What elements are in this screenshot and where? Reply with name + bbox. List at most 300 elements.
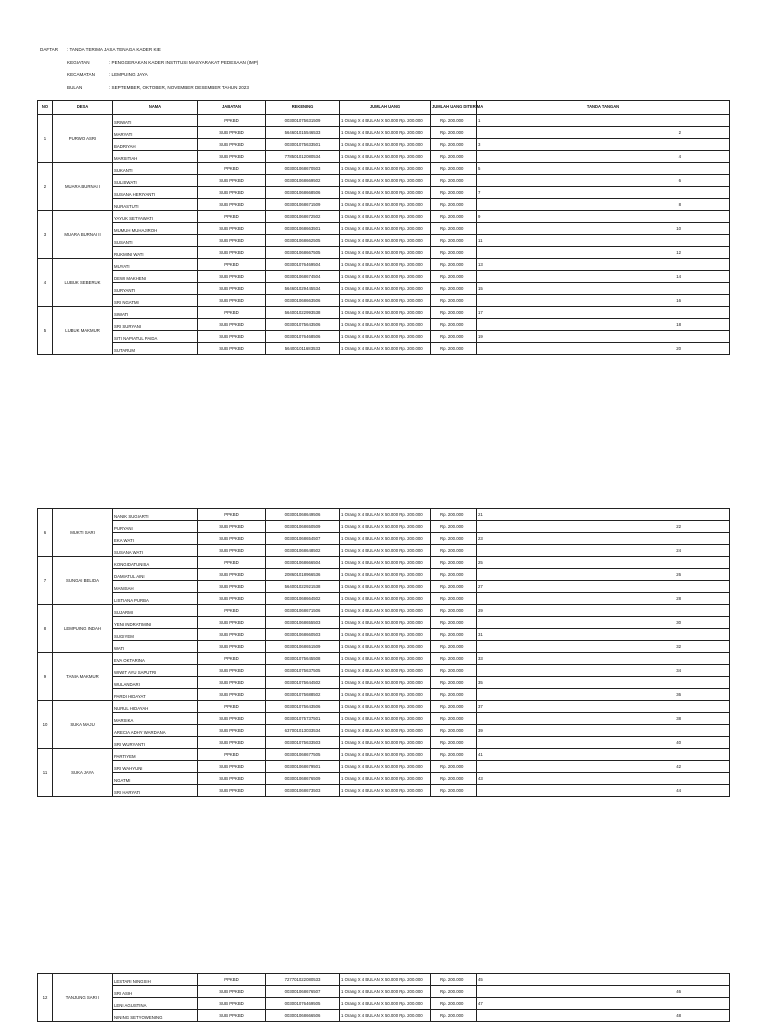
amount-formula: 1 Orang X 4 BULAN X 50.000 Rp. 200.000 [340, 761, 431, 773]
amount-received: Rp. 200.000 [431, 545, 477, 557]
cadre-position: SUB PPKBD [198, 998, 266, 1010]
cadre-position: SUB PPKBD [198, 235, 266, 247]
table-row [38, 343, 730, 355]
amount-received: Rp. 200.000 [431, 127, 477, 139]
village-name: LUBUK MAKMUR [53, 307, 113, 355]
amount-formula: 1 Orang X 4 BULAN X 50.000 Rp. 200.000 [340, 689, 431, 701]
account-number: 003001068666504 [266, 557, 340, 569]
table-row [38, 593, 730, 605]
village-name: LUBUK SEBERUK [53, 259, 113, 307]
table-row [38, 247, 730, 259]
amount-formula: 1 Orang X 4 BULAN X 50.000 Rp. 200.000 [340, 665, 431, 677]
amount-received: Rp. 200.000 [431, 139, 477, 151]
amount-received: Rp. 200.000 [431, 211, 477, 223]
amount-received: Rp. 200.000 [431, 689, 477, 701]
signature-number: 27 [477, 581, 730, 593]
table-row [38, 211, 730, 223]
amount-formula: 1 Orang X 4 BULAN X 50.000 Rp. 200.000 [340, 521, 431, 533]
amount-received: Rp. 200.000 [431, 593, 477, 605]
signature-number: 31 [477, 629, 730, 641]
cadre-position: SUB PPKBD [198, 331, 266, 343]
amount-received: Rp. 200.000 [431, 629, 477, 641]
signature-number: 32 [477, 641, 730, 653]
cadre-position: PPKBD [198, 605, 266, 617]
table-row [38, 521, 730, 533]
cadre-position: SUB PPKBD [198, 139, 266, 151]
signature-number: 7 [477, 187, 730, 199]
kecamatan-value: : LEMPUING JAYA [109, 72, 148, 78]
amount-received: Rp. 200.000 [431, 713, 477, 725]
account-number: 003001068676509 [266, 773, 340, 785]
column-header: DESA [53, 101, 113, 115]
amount-formula: 1 Orang X 4 BULAN X 50.000 Rp. 200.000 [340, 629, 431, 641]
cadre-position: SUB PPKBD [198, 713, 266, 725]
signature-number: 6 [477, 175, 730, 187]
amount-formula: 1 Orang X 4 BULAN X 50.000 Rp. 200.000 [340, 331, 431, 343]
amount-formula: 1 Orang X 4 BULAN X 50.000 Rp. 200.000 [340, 605, 431, 617]
amount-received: Rp. 200.000 [431, 773, 477, 785]
table-row [38, 761, 730, 773]
cadre-position: SUB PPKBD [198, 761, 266, 773]
amount-formula: 1 Orang X 4 BULAN X 50.000 Rp. 200.000 [340, 593, 431, 605]
table-row [38, 163, 730, 175]
cadre-name: NGATMI [113, 773, 198, 785]
cadre-name: SITI NAPIATUL PAIDA [113, 331, 198, 343]
account-number: 003001075737501 [266, 713, 340, 725]
cadre-position: SUB PPKBD [198, 665, 266, 677]
village-name: SUNGAI BELIDA [53, 557, 113, 605]
account-number: 003001068648502 [266, 545, 340, 557]
cadre-position: SUB PPKBD [198, 223, 266, 235]
bulan-value: : SEPTEMBER, OKTOBER, NOVEMBER DESEMBER TAHUN 2023 [109, 84, 249, 90]
cadre-name: PARTIYEM [113, 749, 198, 761]
signature-number: 28 [477, 593, 730, 605]
amount-formula: 1 Orang X 4 BULAN X 50.000 Rp. 200.000 [340, 343, 431, 355]
amount-formula: 1 Orang X 4 BULAN X 50.000 Rp. 200.000 [340, 271, 431, 283]
village-number: 10 [38, 701, 53, 749]
table-row [38, 677, 730, 689]
table-row [38, 509, 730, 521]
amount-received: Rp. 200.000 [431, 998, 477, 1010]
table-row [38, 581, 730, 593]
cadre-name: BADRIYAH [113, 139, 198, 151]
amount-formula: 1 Orang X 4 BULAN X 50.000 Rp. 200.000 [340, 581, 431, 593]
village-number: 7 [38, 557, 53, 605]
village-number: 4 [38, 259, 53, 307]
village-number: 6 [38, 509, 53, 557]
amount-received: Rp. 200.000 [431, 307, 477, 319]
cadre-position: SUB PPKBD [198, 343, 266, 355]
table-row [38, 569, 730, 581]
account-number: 003001075644502 [266, 677, 340, 689]
signature-number: 23 [477, 533, 730, 545]
cadre-name: LENI AGUSTINA [113, 998, 198, 1010]
cadre-position: PPKBD [198, 509, 266, 521]
table-row [38, 295, 730, 307]
signature-number: 33 [477, 653, 730, 665]
signature-number: 29 [477, 605, 730, 617]
amount-formula: 1 Orang X 4 BULAN X 50.000 Rp. 200.000 [340, 1010, 431, 1022]
account-number: 003001068651509 [266, 641, 340, 653]
signature-number: 30 [477, 617, 730, 629]
cadre-name: YAYUK SETYAWATI [113, 211, 198, 223]
cadre-position: PPKBD [198, 211, 266, 223]
table-row [38, 259, 730, 271]
account-number: 208601018966536 [266, 569, 340, 581]
amount-formula: 1 Orang X 4 BULAN X 50.000 Rp. 200.000 [340, 557, 431, 569]
amount-formula: 1 Orang X 4 BULAN X 50.000 Rp. 200.000 [340, 175, 431, 187]
table-row [38, 713, 730, 725]
amount-formula: 1 Orang X 4 BULAN X 50.000 Rp. 200.000 [340, 641, 431, 653]
table-row [38, 115, 730, 127]
amount-formula: 1 Orang X 4 BULAN X 50.000 Rp. 200.000 [340, 199, 431, 211]
account-number: 003001076468506 [266, 331, 340, 343]
amount-received: Rp. 200.000 [431, 557, 477, 569]
cadre-name: SRI SURYANI [113, 319, 198, 331]
village-number: 3 [38, 211, 53, 259]
account-number: 003001076469504 [266, 259, 340, 271]
signature-number: 20 [477, 343, 730, 355]
account-number: 003001068650509 [266, 521, 340, 533]
account-number: 003001068649506 [266, 509, 340, 521]
signature-number: 2 [477, 127, 730, 139]
signature-number: 37 [477, 701, 730, 713]
amount-formula: 1 Orang X 4 BULAN X 50.000 Rp. 200.000 [340, 115, 431, 127]
amount-received: Rp. 200.000 [431, 986, 477, 998]
amount-received: Rp. 200.000 [431, 665, 477, 677]
village-number: 5 [38, 307, 53, 355]
village-number: 8 [38, 605, 53, 653]
amount-formula: 1 Orang X 4 BULAN X 50.000 Rp. 200.000 [340, 677, 431, 689]
signature-number: 3 [477, 139, 730, 151]
table-row [38, 235, 730, 247]
signature-number: 1 [477, 115, 730, 127]
cadre-name: MARSITIAH [113, 151, 198, 163]
cadre-name: SRI WURYANTI [113, 737, 198, 749]
signature-number: 25 [477, 557, 730, 569]
document-header [40, 44, 258, 94]
table-row [38, 773, 730, 785]
amount-received: Rp. 200.000 [431, 677, 477, 689]
table-row [38, 271, 730, 283]
table-row [38, 605, 730, 617]
table-row [38, 617, 730, 629]
signature-number: 14 [477, 271, 730, 283]
amount-formula: 1 Orang X 4 BULAN X 50.000 Rp. 200.000 [340, 163, 431, 175]
amount-formula: 1 Orang X 4 BULAN X 50.000 Rp. 200.000 [340, 187, 431, 199]
account-number: 003001068671506 [266, 605, 340, 617]
signature-number: 45 [477, 974, 730, 986]
cadre-position: SUB PPKBD [198, 569, 266, 581]
cadre-name: SIWATI [113, 307, 198, 319]
signature-number: 43 [477, 773, 730, 785]
account-number: 003001075645508 [266, 653, 340, 665]
amount-received: Rp. 200.000 [431, 271, 477, 283]
amount-formula: 1 Orang X 4 BULAN X 50.000 Rp. 200.000 [340, 998, 431, 1010]
cadre-name: SRI NGATMI [113, 295, 198, 307]
account-number: 003001068663506 [266, 295, 340, 307]
table-row [38, 665, 730, 677]
table-row [38, 986, 730, 998]
table-row [38, 974, 730, 986]
daftar-label: DAFTAR [40, 47, 59, 52]
bulan-label: BULAN [67, 84, 83, 90]
amount-received: Rp. 200.000 [431, 223, 477, 235]
account-number: 003001068676507 [266, 986, 340, 998]
amount-received: Rp. 200.000 [431, 533, 477, 545]
table-header-row [38, 101, 730, 115]
amount-received: Rp. 200.000 [431, 343, 477, 355]
amount-received: Rp. 200.000 [431, 509, 477, 521]
amount-formula: 1 Orang X 4 BULAN X 50.000 Rp. 200.000 [340, 139, 431, 151]
cadre-position: SUB PPKBD [198, 725, 266, 737]
table-row [38, 187, 730, 199]
account-number: 003001075633501 [266, 139, 340, 151]
amount-formula: 1 Orang X 4 BULAN X 50.000 Rp. 200.000 [340, 127, 431, 139]
amount-formula: 1 Orang X 4 BULAN X 50.000 Rp. 200.000 [340, 509, 431, 521]
cadre-name: SURYANTI [113, 283, 198, 295]
amount-received: Rp. 200.000 [431, 163, 477, 175]
table-row [38, 331, 730, 343]
signature-number: 13 [477, 259, 730, 271]
account-number: 003001068677505 [266, 749, 340, 761]
village-name: MUARA BURNAI II [53, 211, 113, 259]
village-name: SUKA MAJU [53, 701, 113, 749]
table-row [38, 127, 730, 139]
signature-number: 34 [477, 665, 730, 677]
signature-number: 44 [477, 785, 730, 797]
cadre-name: WIWIT AYU SAPUTRI [113, 665, 198, 677]
amount-formula: 1 Orang X 4 BULAN X 50.000 Rp. 200.000 [340, 235, 431, 247]
amount-received: Rp. 200.000 [431, 737, 477, 749]
amount-received: Rp. 200.000 [431, 1010, 477, 1022]
cadre-position: PPKBD [198, 163, 266, 175]
table-row [38, 1010, 730, 1022]
table-row [38, 139, 730, 151]
amount-formula: 1 Orang X 4 BULAN X 50.000 Rp. 200.000 [340, 151, 431, 163]
cadre-position: SUB PPKBD [198, 533, 266, 545]
amount-received: Rp. 200.000 [431, 175, 477, 187]
village-number: 1 [38, 115, 53, 163]
amount-received: Rp. 200.000 [431, 617, 477, 629]
cadre-name: SUJARMI [113, 605, 198, 617]
cadre-position: SUB PPKBD [198, 199, 266, 211]
signature-number: 12 [477, 247, 730, 259]
table-row [38, 725, 730, 737]
column-header: JABATAN [198, 101, 266, 115]
account-number: 003001068669502 [266, 175, 340, 187]
table-row [38, 307, 730, 319]
amount-received: Rp. 200.000 [431, 331, 477, 343]
cadre-name: WULANDARI [113, 677, 198, 689]
amount-formula: 1 Orang X 4 BULAN X 50.000 Rp. 200.000 [340, 283, 431, 295]
cadre-name: KONGIDATUNISA [113, 557, 198, 569]
kegiatan-label: KEGIATAN [67, 59, 90, 65]
account-number: 003001076469505 [266, 998, 340, 1010]
amount-received: Rp. 200.000 [431, 521, 477, 533]
account-number: 003001068672502 [266, 211, 340, 223]
amount-formula: 1 Orang X 4 BULAN X 50.000 Rp. 200.000 [340, 701, 431, 713]
cadre-name: EVA OKTARINA [113, 653, 198, 665]
cadre-position: SUB PPKBD [198, 247, 266, 259]
cadre-name: EKA WATI [113, 533, 198, 545]
amount-received: Rp. 200.000 [431, 785, 477, 797]
account-number: 003001068660503 [266, 629, 340, 641]
account-number: 003001068671509 [266, 199, 340, 211]
cadre-position: SUB PPKBD [198, 986, 266, 998]
amount-formula: 1 Orang X 4 BULAN X 50.000 Rp. 200.000 [340, 319, 431, 331]
amount-received: Rp. 200.000 [431, 283, 477, 295]
cadre-position: PPKBD [198, 701, 266, 713]
cadre-position: PPKBD [198, 115, 266, 127]
amount-formula: 1 Orang X 4 BULAN X 50.000 Rp. 200.000 [340, 713, 431, 725]
table-row [38, 701, 730, 713]
cadre-position: SUB PPKBD [198, 593, 266, 605]
amount-received: Rp. 200.000 [431, 151, 477, 163]
cadre-position: SUB PPKBD [198, 737, 266, 749]
village-number: 11 [38, 749, 53, 797]
cadre-name: WATI [113, 641, 198, 653]
signature-number: 26 [477, 569, 730, 581]
signature-number: 5 [477, 163, 730, 175]
column-header: NO [38, 101, 53, 115]
cadre-position: PPKBD [198, 749, 266, 761]
column-header: TANDA TANGAN [477, 101, 730, 115]
account-number: 778501012080534 [266, 151, 340, 163]
account-number: 564001011683533 [266, 343, 340, 355]
cadre-name: MANISAH [113, 581, 198, 593]
table-row [38, 653, 730, 665]
table-row [38, 689, 730, 701]
cadre-name: SUSANA WATI [113, 545, 198, 557]
table-row [38, 998, 730, 1010]
village-name: PURWO ASRI [53, 115, 113, 163]
amount-formula: 1 Orang X 4 BULAN X 50.000 Rp. 200.000 [340, 974, 431, 986]
signature-number: 17 [477, 307, 730, 319]
amount-received: Rp. 200.000 [431, 725, 477, 737]
cadre-position: SUB PPKBD [198, 271, 266, 283]
cadre-name: NINING SETYOWENING [113, 1010, 198, 1022]
cadre-name: SUGIYEM [113, 629, 198, 641]
account-number: 003001068654507 [266, 533, 340, 545]
amount-formula: 1 Orang X 4 BULAN X 50.000 Rp. 200.000 [340, 533, 431, 545]
account-number: 727701022080533 [266, 974, 340, 986]
amount-formula: 1 Orang X 4 BULAN X 50.000 Rp. 200.000 [340, 785, 431, 797]
account-number: 003001068668506 [266, 187, 340, 199]
table-row [38, 545, 730, 557]
cadre-name: RUKMINI WATI [113, 247, 198, 259]
column-header: REKENING [266, 101, 340, 115]
village-number: 9 [38, 653, 53, 701]
cadre-position: SUB PPKBD [198, 127, 266, 139]
account-number: 003001068667505 [266, 247, 340, 259]
signature-number: 15 [477, 283, 730, 295]
kegiatan-value: : PENGGERAKAN KADER INSTITUSI MASYARAKAT PEDESAAN (IMP) [109, 59, 259, 65]
cadre-name: SRIWATI [113, 115, 198, 127]
cadre-position: SUB PPKBD [198, 689, 266, 701]
account-number: 003001068666506 [266, 1010, 340, 1022]
amount-formula: 1 Orang X 4 BULAN X 50.000 Rp. 200.000 [340, 986, 431, 998]
table-row [38, 785, 730, 797]
cadre-name: SRI WAHYUNI [113, 761, 198, 773]
account-number: 003001068664502 [266, 593, 340, 605]
signature-number: 9 [477, 211, 730, 223]
amount-received: Rp. 200.000 [431, 749, 477, 761]
cadre-name: SRI ASIH [113, 986, 198, 998]
cadre-name: SULISWATI [113, 175, 198, 187]
cadre-name: SUKANTI [113, 163, 198, 175]
cadre-position: SUB PPKBD [198, 617, 266, 629]
cadre-name: NANIK SUGIARTI [113, 509, 198, 521]
signature-number: 21 [477, 509, 730, 521]
village-number: 12 [38, 974, 53, 1022]
signature-number: 18 [477, 319, 730, 331]
cadre-name: LESTARI NINGSIH [113, 974, 198, 986]
signature-number: 16 [477, 295, 730, 307]
amount-received: Rp. 200.000 [431, 199, 477, 211]
account-number: 003001068655503 [266, 617, 340, 629]
account-number: 003001068663501 [266, 223, 340, 235]
village-name: TANIA MAKMUR [53, 653, 113, 701]
account-number: 003001075688502 [266, 689, 340, 701]
village-name: LEMPUING INDAH [53, 605, 113, 653]
table-row [38, 175, 730, 187]
amount-received: Rp. 200.000 [431, 115, 477, 127]
amount-formula: 1 Orang X 4 BULAN X 50.000 Rp. 200.000 [340, 545, 431, 557]
kecamatan-label: KECAMATAN [67, 72, 95, 78]
table-row [38, 283, 730, 295]
account-number: 003001075643506 [266, 701, 340, 713]
signature-number: 4 [477, 151, 730, 163]
cadre-position: SUB PPKBD [198, 545, 266, 557]
table-row [38, 557, 730, 569]
amount-received: Rp. 200.000 [431, 974, 477, 986]
account-number: 564601029445534 [266, 283, 340, 295]
cadre-position: SUB PPKBD [198, 295, 266, 307]
amount-formula: 1 Orang X 4 BULAN X 50.000 Rp. 200.000 [340, 211, 431, 223]
signature-number: 40 [477, 737, 730, 749]
account-number: 564001022921538 [266, 581, 340, 593]
cadre-name: ARECIA ADHY WARDANA [113, 725, 198, 737]
signature-number: 35 [477, 677, 730, 689]
cadre-position: SUB PPKBD [198, 283, 266, 295]
cadre-position: SUB PPKBD [198, 151, 266, 163]
signature-number: 41 [477, 749, 730, 761]
cadre-name: MUYATI [113, 259, 198, 271]
village-name: MUARA BURNAI I [53, 163, 113, 211]
account-number: 003001068674504 [266, 271, 340, 283]
cadre-name: MUMUH MUHAJIROH [113, 223, 198, 235]
table-row [38, 641, 730, 653]
account-number: 003001075633503 [266, 737, 340, 749]
table-row [38, 319, 730, 331]
cadre-name: PURYANI [113, 521, 198, 533]
cadre-position: SUB PPKBD [198, 629, 266, 641]
cadre-position: SUB PPKBD [198, 773, 266, 785]
cadre-position: SUB PPKBD [198, 581, 266, 593]
table-row [38, 737, 730, 749]
cadre-name: PARDI HIDAYAT [113, 689, 198, 701]
account-number: 564601015546533 [266, 127, 340, 139]
cadre-position: SUB PPKBD [198, 319, 266, 331]
cadre-name: SUSANA HERIYANTI [113, 187, 198, 199]
amount-formula: 1 Orang X 4 BULAN X 50.000 Rp. 200.000 [340, 259, 431, 271]
cadre-name: DAMIATUL AINI [113, 569, 198, 581]
cadre-name: SUTARUM [113, 343, 198, 355]
amount-formula: 1 Orang X 4 BULAN X 50.000 Rp. 200.000 [340, 223, 431, 235]
table-row [38, 629, 730, 641]
cadre-position: SUB PPKBD [198, 677, 266, 689]
